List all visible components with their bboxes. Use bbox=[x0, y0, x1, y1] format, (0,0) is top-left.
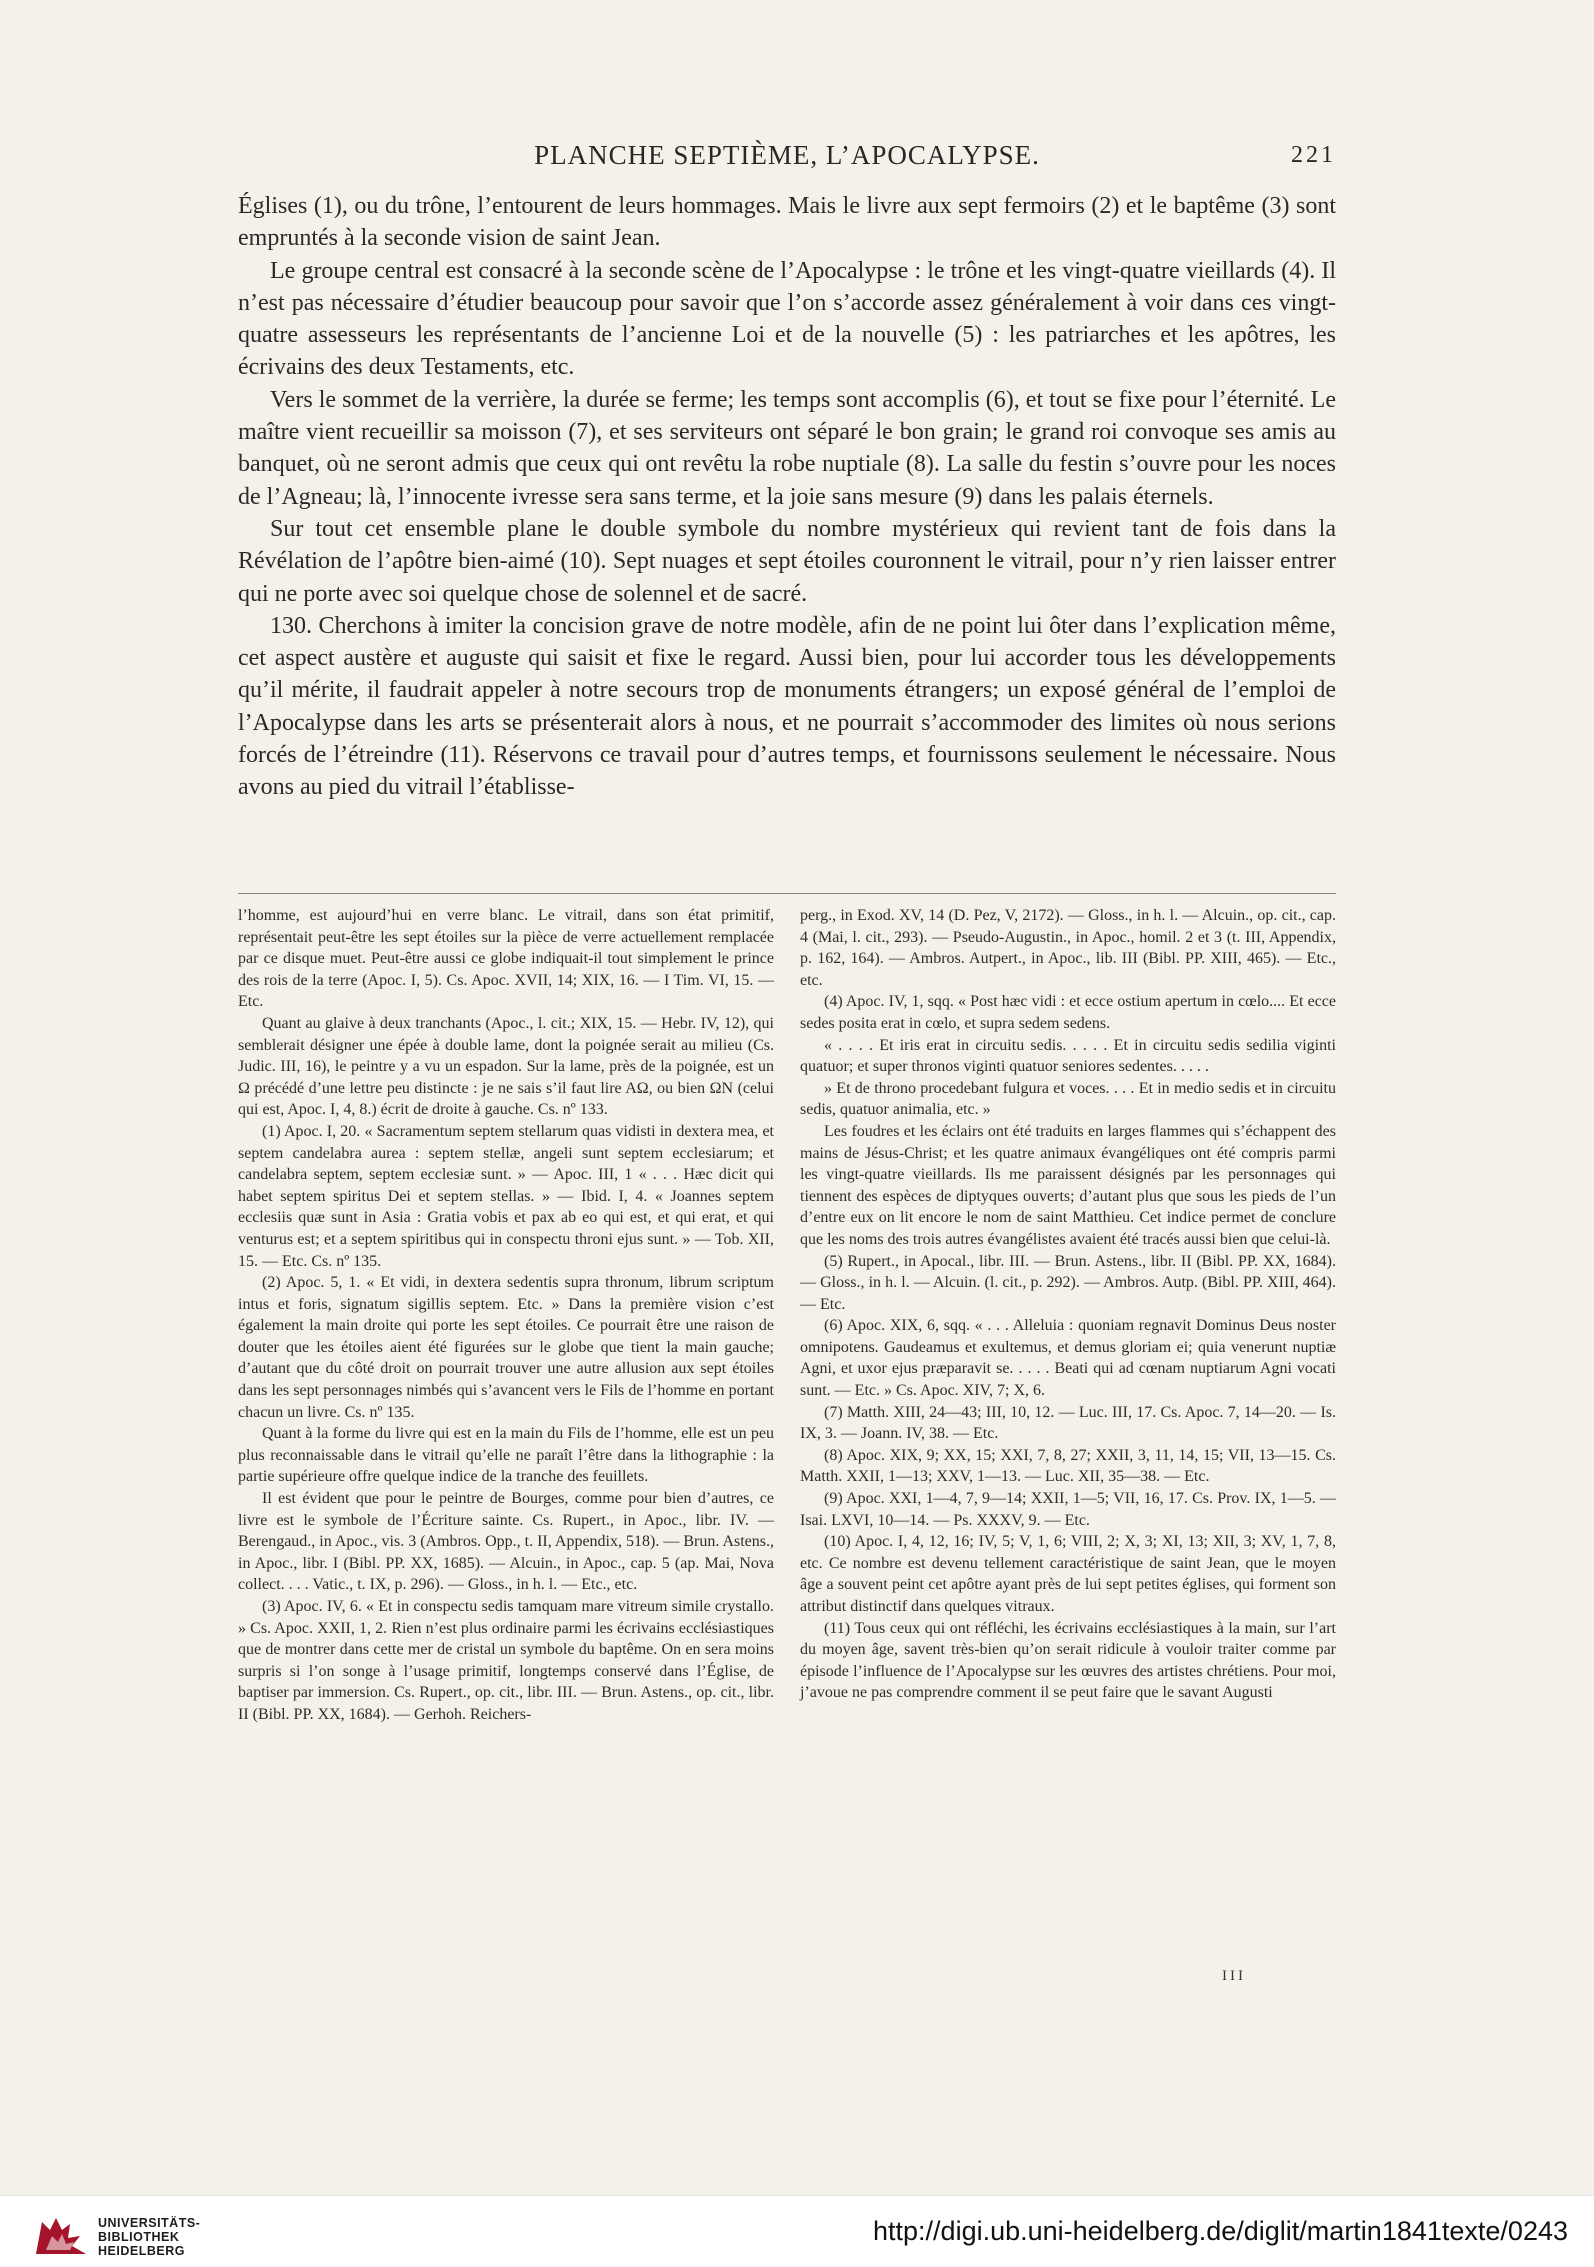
body-paragraph: Sur tout cet ensemble plane le double symbole du nombre mystérieux qui revient tant de fois dans la Révélation de l’apôtre bien-aimé (10). Sept nuages et sept étoiles couronnent le vitrail, pour n’y rien laisser entrer qui ne porte avec soi quelque chose de solennel et de sacré. bbox=[238, 515, 1336, 607]
body-paragraph: Le groupe central est consacré à la seconde scène de l’Apocalypse : le trône et les vingt-quatre vieillards (4). Il n’est pas nécessaire d’étudier beaucoup pour savoir que l’on s’accorde assez généralement à voir dans ces vingt-quatre assesseurs les représentants de l’ancienne Loi et de la nouvelle (5) : les patriarches et les apôtres, les écrivains des deux Testaments, etc. bbox=[238, 257, 1336, 381]
library-logo-text[interactable] bbox=[98, 2216, 200, 2258]
page-number: 221 bbox=[1291, 142, 1336, 168]
footnote: (8) Apoc. XIX, 9; XX, 15; XXI, 7, 8, 27; XXII, 3, 11, 14, 15; VII, 13—15. Cs. Matth. XXII, 1—13; XXV, 1—13. — Luc. XII, 35—38. — Etc. bbox=[800, 1446, 1336, 1486]
logo-line: BIBLIOTHEK bbox=[98, 2230, 180, 2244]
footnote: (1) Apoc. I, 20. « Sacramentum septem stellarum quas vidisti in dextera mea, et septem candelabra aurea : septem stellæ, angeli sunt septem ecclesiarum; et candelabra septem, septem ecclesiæ sunt. » — Apoc. III, 1 « . . . Hæc dicit qui habet septem spiritus Dei et septem stellas. » — Ibid. I, 4. « Joannes septem ecclesiis quæ sunt in Asia : Gratia vobis et pax ab eo qui est, et qui erat, et qui venturus est; et a septem spiritibus qui in conspectu throni ejus sunt. » — Tob. XII, 15. — Etc. Cs. nº 135. bbox=[238, 1122, 774, 1270]
logo-line: HEIDELBERG bbox=[98, 2244, 185, 2258]
logo-line: UNIVERSITÄTS- bbox=[98, 2216, 201, 2230]
footnote: Il est évident que pour le peintre de Bourges, comme pour bien d’autres, ce livre est le symbole de l’Écriture sainte. Cs. Rupert., in Apoc., libr. IV. — Berengaud., in Apoc., vis. 3 (Ambros. Opp., t. II, Appendix, 518). — Brun. Astens., in Apoc., libr. I (Bibl. PP. XX, 1685). — Alcuin., in Apoc., cap. 5 (ap. Mai, Nova collect. . . . Vatic., t. IX, p. 296). — Gloss., in h. l. — Etc., etc. bbox=[238, 1490, 774, 1594]
footnote: (6) Apoc. XIX, 6, sqq. « . . . Alleluia : quoniam regnavit Dominus Deus noster omnipotens. Gaudeamus et exultemus, et demus gloriam ei; quia venerunt nuptiæ Agni, et uxor ejus præparavit se. . . . . Beati qui ad cœnam nuptiarum Agni vocati sunt. — Etc. » Cs. Apoc. XIV, 7; X, 6. bbox=[800, 1317, 1336, 1400]
body-paragraph: Vers le sommet de la verrière, la durée se ferme; les temps sont accomplis (6), et tout se fixe pour l’éternité. Le maître vient recueillir sa moisson (7), et ses serviteurs ont séparé le bon grain; le grand roi convoque ses amis au banquet, où ne seront admis que ceux qui ont revêtu la robe nuptiale (8). La salle du festin s’ouvre pour les noces de l’Agneau; là, l’innocente ivresse sera sans terme, et la joie sans mesure (9) dans les palais éternels. bbox=[238, 386, 1336, 510]
permalink-url[interactable]: http://digi.ub.uni-heidelberg.de/diglit/martin1841texte/0243 bbox=[873, 2216, 1568, 2246]
footnote: Quant au glaive à deux tranchants (Apoc., l. cit.; XIX, 15. — Hebr. IV, 12), qui semblerait désigner une épée à double lame, dont la poignée serait au milieu (Cs. Judic. III, 16), le peintre y a vu un espadon. Sur la lame, près de la poignée, est un Ω précédé d’une lettre peu distincte : je ne sais s’il faut lire AΩ, ou bien ΩN (celui qui est, Apoc. I, 4, 8.) écrit de droite à gauche. Cs. nº 133. bbox=[238, 1014, 774, 1119]
footnote: (10) Apoc. I, 4, 12, 16; IV, 5; V, 1, 6; VIII, 2; X, 3; XI, 13; XII, 3; XV, 1, 7, 8, etc. Ce nombre est devenu tellement caractéristique de saint Jean, que le moyen âge a souvent peint cet apôtre ayant près de lui sept petites églises, qui forment son attribut distinctif dans quelques vitraux. bbox=[800, 1533, 1336, 1615]
footnote: (7) Matth. XIII, 24—43; III, 10, 12. — Luc. III, 17. Cs. Apoc. 7, 14—20. — Is. IX, 3. — Joann. IV, 38. — Etc. bbox=[800, 1403, 1336, 1443]
body-paragraph: 130. Cherchons à imiter la concision grave de notre modèle, afin de ne point lui ôter dans l’explication même, cet aspect austère et auguste qui saisit et fixe le regard. Aussi bien, pour lui accorder tous les développements qu’il mérite, il faudrait appeler à notre secours trop de monuments étrangers; un exposé général de l’emploi de l’Apocalypse dans les arts se présenterait alors à nous, et ne pourrait s’accommoder des limites où nous serions forcés de l’étreindre (11). Réservons ce travail pour d’autres temps, et fournissons seulement le nécessaire. Nous avons au pied du vitrail l’établisse- bbox=[238, 612, 1336, 801]
footnote: l’homme, est aujourd’hui en verre blanc. Le vitrail, dans son état primitif, représentait peut-être les sept étoiles sur la pièce de verre actuellement remplacée par ce disque muet. Peut-être aussi ce globe indiquait-il tout simplement le prince des rois de la terre (Apoc. I, 5). Cs. Apoc. XVII, 14; XIX, 16. — I Tim. VI, 15. — Etc. bbox=[238, 907, 774, 1011]
page-title: PLANCHE SEPTIÈME, L’APOCALYPSE. bbox=[534, 140, 1040, 170]
main-text bbox=[238, 190, 1336, 804]
footnote: (3) Apoc. IV, 6. « Et in conspectu sedis tamquam mare vitreum simile crystallo. » Cs. Apoc. XXII, 1, 2. Rien n’est plus ordinaire parmi les écrivains ecclésiastiques que de montrer dans cette mer de cristal un symbole du baptême. On en sera moins surpris si l’on songe à l’usage primitif, longtemps conservé dans l’Église, de baptiser par immersion. Cs. Rupert., op. cit., libr. III. — Brun. Astens., op. cit., libr. II (Bibl. PP. XX, 1684). — Gerhoh. Reichers- bbox=[238, 1598, 774, 1723]
footnote: Les foudres et les éclairs ont été traduits en larges flammes qui s’échappent des mains de Jésus-Christ; et les quatre animaux évangéliques ont été compris parmi les vingt-quatre vieillards. Ils me paraissent désignés par les personnages qui tiennent des espèces de diptyques ouverts; d’autant plus que sous les pieds de l’un d’entre eux on lit encore le nom de saint Matthieu. Cet indice permet de conclure que les noms des trois autres évangélistes avaient été tracés aussi bien que celui-là. bbox=[800, 1122, 1336, 1248]
footnote: Quant à la forme du livre qui est en la main du Fils de l’homme, elle est un peu plus reconnaissable dans le vitrail qu’elle ne paraît l’être dans la lithographie : la partie supérieure offre quelque indice de la tranche des feuillets. bbox=[238, 1425, 774, 1486]
footnotes-right-column bbox=[800, 905, 1336, 1965]
footnote: (11) Tous ceux qui ont réfléchi, les écrivains ecclésiastiques à la main, sur l’art du moyen âge, savent très-bien qu’on serait ridicule à vouloir traiter comme par épisode l’influence de l’Apocalypse sur les œuvres des artistes chrétiens. Pour moi, j’avoue ne pas comprendre comment il se peut faire que le savant Augusti bbox=[800, 1619, 1336, 1702]
body-paragraph: Églises (1), ou du trône, l’entourent de leurs hommages. Mais le livre aux sept fermoirs (2) et le baptême (3) sont empruntés à la seconde vision de saint Jean. bbox=[238, 193, 1336, 252]
footnote: (9) Apoc. XXI, 1—4, 7, 9—14; XXII, 1—5; VII, 16, 17. Cs. Prov. IX, 1—5. — Isai. LXVI, 10—14. — Ps. XXXV, 9. — Etc. bbox=[800, 1490, 1336, 1529]
footnote: (2) Apoc. 5, 1. « Et vidi, in dextera sedentis supra thronum, librum scriptum intus et foris, signatum sigillis septem. Etc. » Dans la première vision c’est également la main droite qui porte les sept étoiles. Ce pourrait être une raison de douter que les étoiles aient été figurées sur le globe que tient la main gauche; d’autant que du côté droit on pourrait trouver une autre allusion aux sept étoiles dans les sept personnages nimbés qui s’avancent vers le Fils de l’homme en portant chacun un livre. Cs. nº 135. bbox=[238, 1274, 774, 1421]
footnote: (4) Apoc. IV, 1, sqq. « Post hæc vidi : et ecce ostium apertum in cœlo.... Et ecce sedes posita erat in cœlo, et supra sedem sedens. bbox=[800, 993, 1336, 1032]
running-header bbox=[238, 140, 1336, 180]
footnote: « . . . . Et iris erat in circuitu sedis. . . . . Et in circuitu sedis sedilia viginti quatuor; et super thronos viginti quatuor seniores sedentes. . . . . bbox=[800, 1036, 1336, 1076]
footnote-divider bbox=[238, 893, 1336, 894]
footnote: (5) Rupert., in Apocal., libr. III. — Brun. Astens., libr. II (Bibl. PP. XX, 1684). — Gloss., in h. l. — Alcuin. (l. cit., p. 292). — Ambros. Autp. (Bibl. PP. XIII, 464). — Etc. bbox=[800, 1252, 1336, 1313]
footnote: » Et de throno procedebant fulgura et voces. . . . Et in medio sedis et in circuitu sedis, quatuor animalia, etc. » bbox=[800, 1079, 1336, 1119]
heidelberg-lion-icon[interactable] bbox=[32, 2214, 90, 2258]
footnotes bbox=[238, 905, 1336, 1965]
footnote: perg., in Exod. XV, 14 (D. Pez, V, 2172). — Gloss., in h. l. — Alcuin., op. cit., cap. 4 (Mai, l. cit., 293). — Pseudo-Augustin., in Apoc., homil. 2 et 3 (t. III, Appendix, p. 162, 164). — Ambros. Autpert., in Apoc., lib. III (Bibl. PP. XIII, 465). — Etc., etc. bbox=[800, 907, 1336, 989]
signature-mark: III bbox=[1222, 1968, 1246, 1984]
library-footer bbox=[0, 2195, 1594, 2267]
footnotes-left-column bbox=[238, 905, 774, 1965]
